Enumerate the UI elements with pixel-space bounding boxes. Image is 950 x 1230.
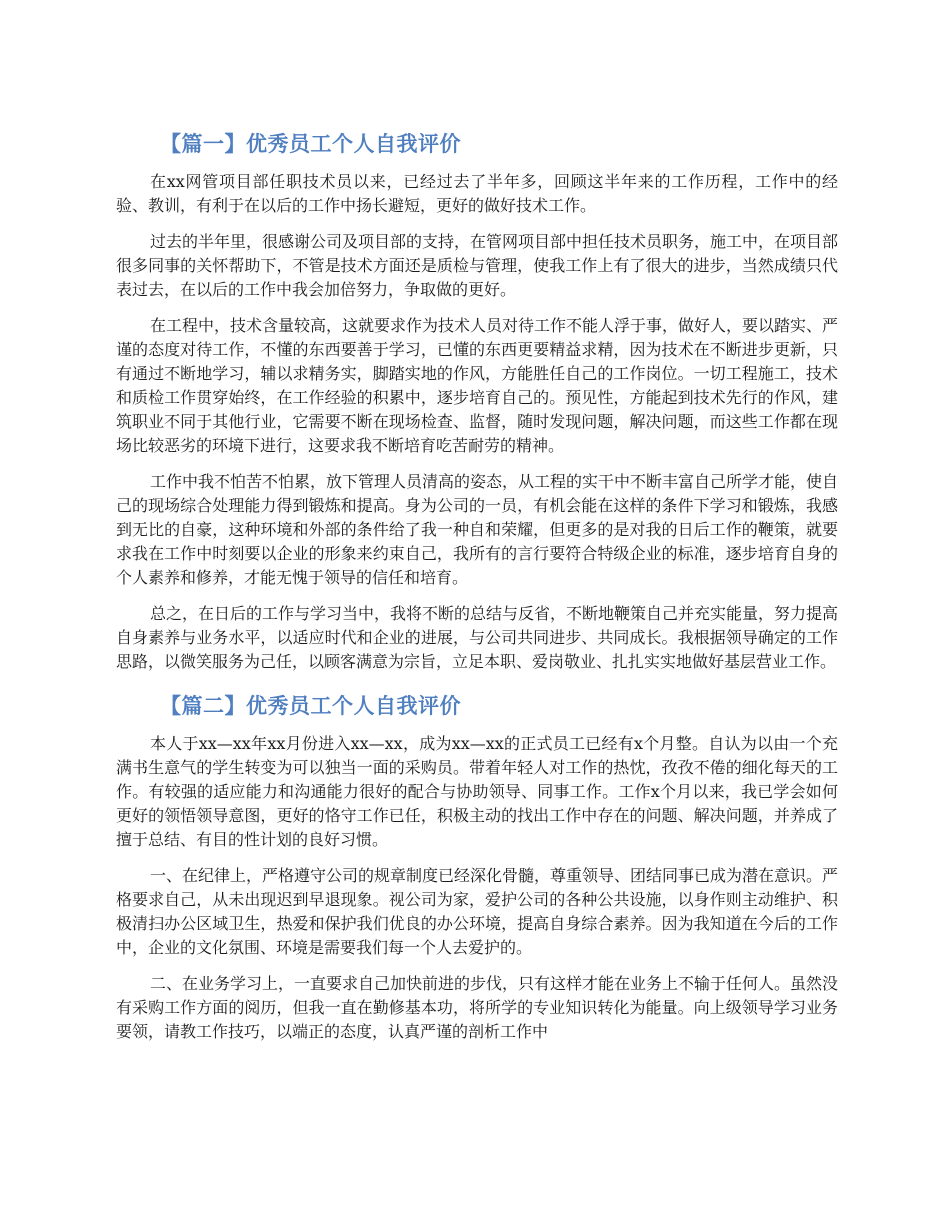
section-two-title: 【篇二】优秀员工个人自我评价 — [160, 694, 461, 718]
section-one-title: 【篇一】优秀员工个人自我评价 — [160, 132, 461, 156]
section-one — [116, 124, 838, 674]
section-two — [116, 686, 838, 1044]
section-one-paragraph: 在工程中，技术含量较高，这就要求作为技术人员对待工作不能人浮于事，做好人，要以踏实、严谨的态度对待工作，不懂的东西要善于学习，已懂的东西更要精益求精，因为技术在不断进步更新，只有通过不断地学习，辅以求精务实，脚踏实地的作风，方能胜任自己的工作岗位。一切工程施工，技术和质检工作贯穿始终，在工作经验的积累中，逐步培育自己的。预见性，方能起到技术先行的作风，建筑职业不同于其他行业，它需要不断在现场检查、监督，随时发现问题，解决问题，而这些工作都在现场比较恶劣的环境下进行，这要求我不断培育吃苦耐劳的精神。 — [116, 316, 839, 455]
document-page — [116, 124, 838, 1056]
section-two-paragraph: 本人于xx—xx年xx月份进入xx—xx，成为xx—xx的正式员工已经有x个月整。自认为以由一个充满书生意气的学生转变为可以独当一面的采购员。带着年轻人对工作的热忱，孜孜不倦的细化每天的工作。有较强的适应能力和沟通能力很好的配合与协助领导、同事工作。工作x个月以来，我已学会如何更好的领悟领导意图，更好的恪守工作已任，积极主动的找出工作中存在的问题、解决问题，并养成了擅于总结、有目的性计划的良好习惯。 — [116, 734, 838, 849]
section-one-paragraph: 在xx网管项目部任职技术员以来，已经过去了半年多，回顾这半年来的工作历程，工作中的经验、教训，有利于在以后的工作中扬长避短，更好的做好技术工作。 — [116, 172, 838, 215]
section-one-paragraph: 工作中我不怕苦不怕累，放下管理人员清高的姿态，从工程的实干中不断丰富自己所学才能，使自己的现场综合处理能力得到锻炼和提高。身为公司的一员，有机会能在这样的条件下学习和锻炼，我感到无比的自豪，这种环境和外部的条件给了我一种自和荣耀，但更多的是对我的日后工作的鞭策，就要求我在工作中时刻要以企业的形象来约束自己，我所有的言行要符合特级企业的标准，逐步培育自身的个人素养和修养，才能无愧于领导的信任和培育。 — [116, 472, 839, 587]
section-two-paragraph: 二、在业务学习上，一直要求自己加快前进的步伐，只有这样才能在业务上不输于任何人。虽然没有采购工作方面的阅历，但我一直在勤修基本功，将所学的专业知识转化为能量。向上级领导学习业务要领，请教工作技巧，以端正的态度，认真严谨的剖析工作中 — [116, 974, 839, 1041]
section-two-paragraph: 一、在纪律上，严格遵守公司的规章制度已经深化骨髓，尊重领导、团结同事已成为潜在意识。严格要求自己，从未出现迟到早退现象。视公司为家，爱护公司的各种公共设施，以身作则主动维护、积极清扫办公区域卫生，热爱和保护我们优良的办公环境，提高自身综合素养。因为我知道在今后的工作中，企业的文化氛围、环境是需要我们每一个人去爱护的。 — [116, 866, 839, 957]
section-one-paragraph: 总之，在日后的工作与学习当中，我将不断的总结与反省，不断地鞭策自己并充实能量，努力提高自身素养与业务水平，以适应时代和企业的进展，与公司共同进步、共同成长。我根据领导确定的工作思路，以微笑服务为己任，以顾客满意为宗旨，立足本职、爱岗敬业、扎扎实实地做好基层营业工作。 — [116, 604, 839, 671]
section-one-paragraph: 过去的半年里，很感谢公司及项目部的支持，在管网项目部中担任技术员职务，施工中，在项目部很多同事的关怀帮助下，不管是技术方面还是质检与管理，使我工作上有了很大的进步，当然成绩只代表过去，在以后的工作中我会加倍努力，争取做的更好。 — [116, 232, 839, 299]
